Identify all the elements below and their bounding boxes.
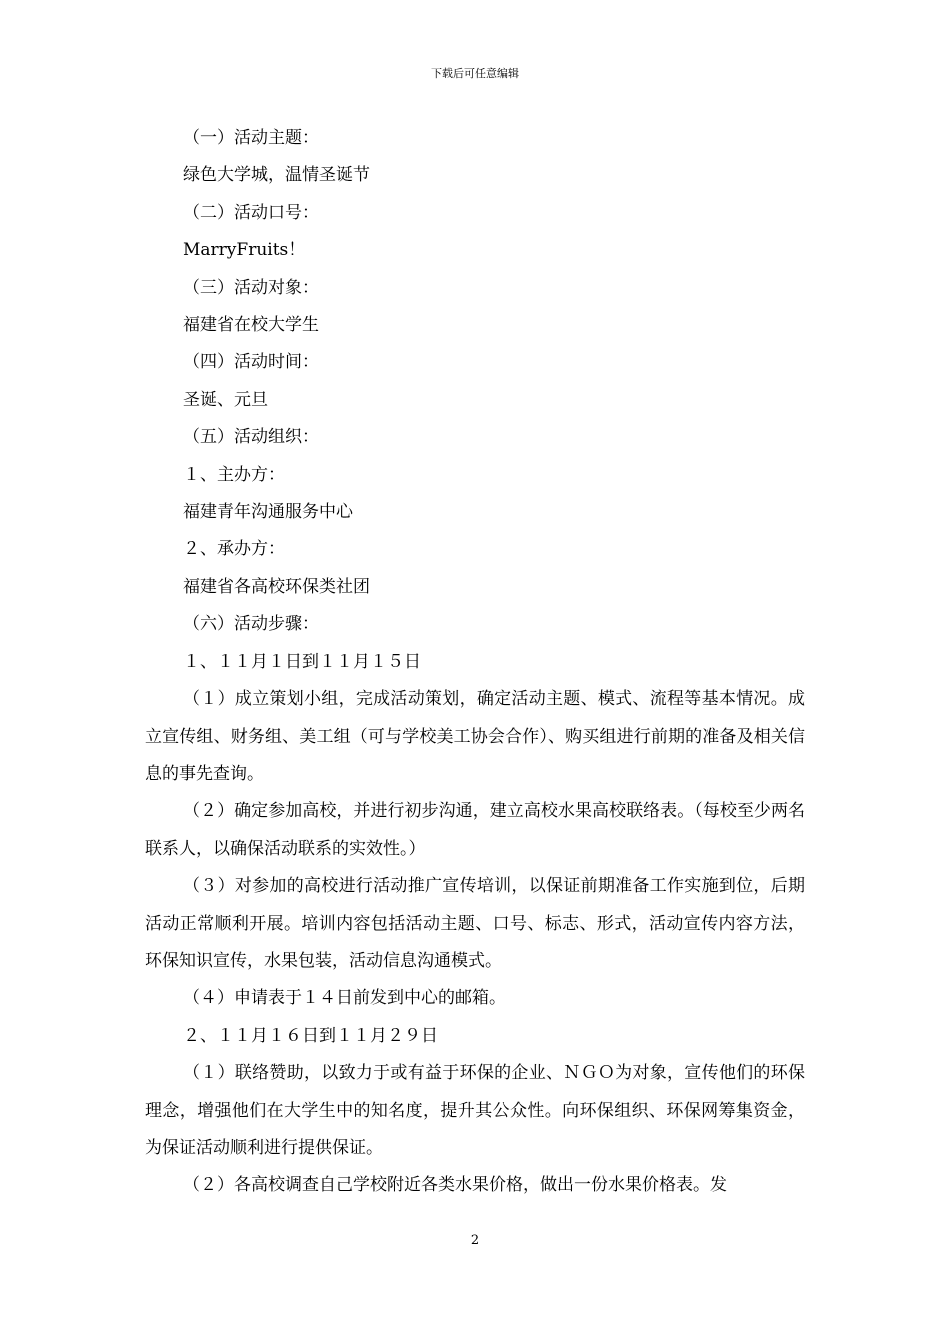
step-2-title: ２、１１月１６日到１１月２９日: [183, 1025, 438, 1046]
step-1-paragraph-1: （１）成立策划小组，完成活动策划，确定活动主题、模式、流程等基本情况。成立宣传组、财务组、美工组（可与学校美工协会合作）、购买组进行前期的准备及相关信息的事先查询。: [145, 689, 805, 784]
audience-text: 福建省在校大学生: [183, 315, 319, 336]
section-heading-organization: （五）活动组织：: [183, 427, 319, 448]
page-number: 2: [470, 1233, 480, 1248]
step-2-paragraph-1: （１）联络赞助，以致力于或有益于环保的企业、ＮＧＯ为对象，宣传他们的环保理念，增强他们在大学生中的知名度，提升其公众性。向环保组织、环保网筹集资金，为保证活动顺利进行提供保证。: [145, 1063, 805, 1158]
time-text: 圣诞、元旦: [183, 389, 268, 410]
page-header: 下载后可任意编辑: [431, 67, 519, 80]
section-heading-time: （四）活动时间：: [183, 352, 319, 373]
step-1-paragraph-4: （４）申请表于１４日前发到中心的邮箱。: [183, 988, 506, 1009]
section-heading-theme: （一）活动主题：: [183, 128, 319, 148]
document-body: [145, 120, 805, 1205]
step-1-title: １、１１月１日到１１月１５日: [183, 651, 421, 672]
slogan-text: MarryFruits！: [183, 240, 306, 261]
section-heading-slogan: （二）活动口号：: [183, 202, 319, 223]
step-1-paragraph-2: （２）确定参加高校，并进行初步沟通，建立高校水果高校联络表。（每校至少两名联系人，以确保活动联系的实效性。）: [145, 801, 805, 859]
step-1-paragraph-3: （３）对参加的高校进行活动推广宣传培训，以保证前期准备工作实施到位，后期活动正常顺利开展。培训内容包括活动主题、口号、标志、形式，活动宣传内容方法，环保知识宣传，水果包装，活动信息沟通模式。: [145, 876, 805, 971]
theme-text: 绿色大学城，温情圣诞节: [183, 165, 370, 186]
co-organizer-heading: ２、承办方：: [183, 539, 285, 560]
section-heading-steps: （六）活动步骤：: [183, 614, 319, 635]
organizer-heading: １、主办方：: [183, 464, 285, 485]
step-2-paragraph-2: （２）各高校调查自己学校附近各类水果价格，做出一份水果价格表。发: [183, 1175, 727, 1196]
organizer-text: 福建青年沟通服务中心: [183, 502, 353, 523]
co-organizer-text: 福建省各高校环保类社团: [183, 576, 370, 597]
section-heading-audience: （三）活动对象：: [183, 277, 319, 298]
